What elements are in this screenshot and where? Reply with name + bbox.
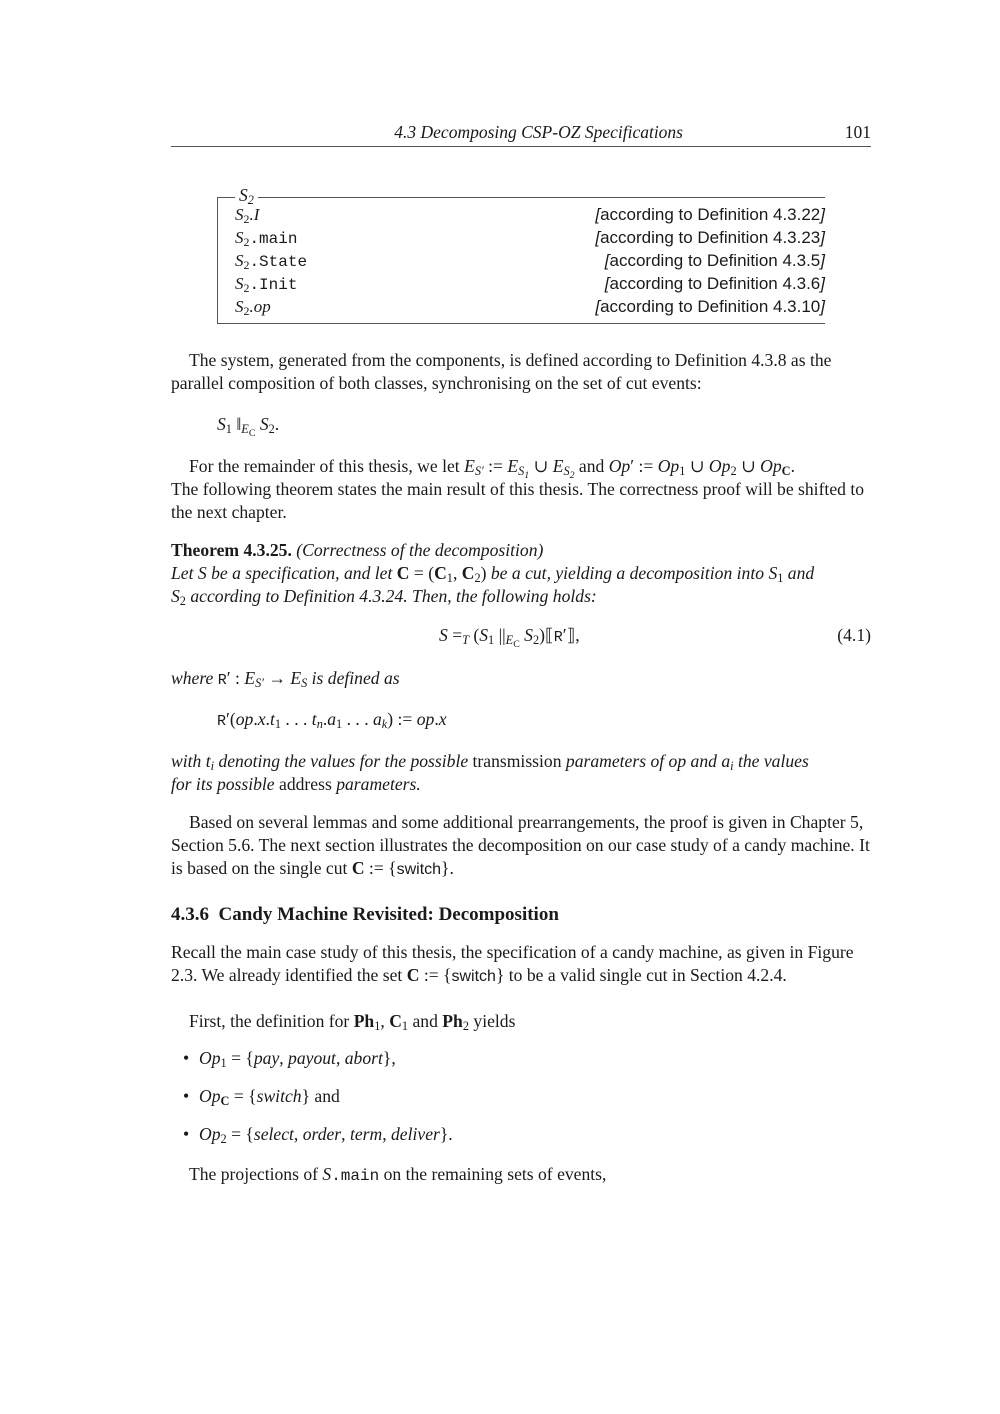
schema-row-rhs: [according to Definition 4.3.5]	[604, 251, 825, 270]
paragraph-recall-a: Recall the main case study of this thesis, the specification of a candy machine, as given in Figure 2.3. We already identified the set	[171, 942, 854, 985]
formula-definitions: $E_{S'}$ := $E_{S_1}$ ∪ $E_{S_2}$ and Op′ := $Op_1$ ∪ $Op_2$ ∪ $Op_C$.	[464, 456, 795, 481]
list-item: • $Op_1 = \{pay$, payout, abort},	[183, 1048, 396, 1070]
schema-row-rhs: [according to Definition 4.3.6]	[604, 274, 825, 293]
schema-row	[235, 297, 825, 319]
paragraph-recall: Recall the main case study of this thesis, the specification of a candy machine, as given in Figure 2.3. We already identified the set C := {switch} to be a valid single cut in Section 4.2.4.	[171, 942, 854, 985]
paragraph-projections: The projections of S.main on the remaining sets of events,	[189, 1164, 607, 1185]
theorem-4-3-25: Theorem 4.3.25. (Correctness of the decomposition) Let S be a specification, and let $C = (C_1$, $C_2$) be a cut, yielding a decomposition into $S_1$ and $S_2$ according to Definition 4.3.24. Then, the following holds:	[171, 540, 815, 608]
schema-row-rhs: [according to Definition 4.3.10]	[595, 297, 825, 316]
schema-top-rule	[217, 197, 825, 198]
with-text-for: for its possible	[171, 774, 275, 794]
theorem-where-line: where R′ : $E_{S'} \to E_S$ is defined as	[171, 668, 400, 690]
section-number: 4.3.6	[171, 904, 209, 925]
schema-name: $S_2$	[235, 185, 258, 206]
schema-row-lhs: $S_2.main$	[235, 228, 298, 249]
where-rest: is defined as	[311, 668, 400, 688]
schema-row	[235, 274, 825, 296]
word-transmission: transmission	[472, 751, 562, 771]
schema-left-rule	[217, 197, 218, 323]
list-item: • $Op_2$ = {select, order, term, deliver}.	[183, 1124, 453, 1146]
paragraph-first-end: yields	[473, 1011, 516, 1031]
paragraph-system: The system, generated from the components, is defined according to Definition 4.3.8 as the parallel composition of both classes, synchronising on the set of cut events:	[171, 350, 832, 393]
section-heading	[171, 904, 559, 926]
with-text-b: parameters of op and	[565, 751, 717, 771]
paragraph-first-text: First, the definition for	[189, 1011, 350, 1031]
page-number: 101	[844, 122, 871, 142]
schema-row-lhs: $S_2.State$	[235, 251, 308, 272]
paragraph-projections-a: The projections of	[189, 1164, 318, 1184]
where-word: where	[171, 668, 214, 688]
theorem-line1: Let S be a specification, and let	[171, 563, 393, 583]
schema-row	[235, 205, 825, 227]
paragraph-recall-b: to be a valid single cut in Section 4.2.4.	[508, 965, 787, 985]
theorem-line2: according to Definition 4.3.24. Then, the following holds:	[190, 586, 597, 606]
paragraph-remainder-rest: The following theorem states the main result of this thesis. The correctness proof will be shifted to the next chapter.	[171, 479, 865, 522]
formula-parallel-composition: $S_1$ $‖_{E_C}$ $S_2$.	[217, 414, 280, 439]
theorem-line1b: be a cut, yielding a decomposition into	[490, 563, 765, 583]
schema-row-rhs: [according to Definition 4.3.23]	[595, 228, 825, 247]
list-item: • $Op_C$ = {switch} and	[183, 1086, 340, 1108]
schema-row-lhs: $S_2.Init$	[235, 274, 298, 295]
theorem-title: (Correctness of the decomposition)	[296, 540, 544, 560]
schema-bottom-rule	[217, 323, 825, 324]
schema-row-lhs: $S_2.I$	[235, 205, 260, 226]
running-header	[171, 118, 871, 147]
header-title: 4.3 Decomposing CSP-OZ Specifications	[394, 122, 683, 142]
paragraph-proof: Based on several lemmas and some additional prearrangements, the proof is given in Chapter 5, Section 5.6. The next section illustrates the decomposition on our case study of a candy machine. It is based on the single cut C := {switch}.	[171, 812, 870, 878]
equation-number: (4.1)	[837, 625, 871, 645]
schema-row	[235, 228, 825, 250]
with-text-a: denoting the values for the possible	[218, 751, 469, 771]
paragraph-remainder-lead: For the remainder of this thesis, we let	[189, 456, 460, 476]
word-address: address	[279, 774, 332, 794]
paper-page	[171, 0, 871, 1414]
schema-row	[235, 251, 825, 273]
schema-row-lhs: $S_2.op$	[235, 297, 271, 318]
section-title: Candy Machine Revisited: Decomposition	[218, 904, 559, 925]
schema-box-s2	[217, 185, 825, 323]
paragraph-first: First, the definition for $Ph_1$, $C_1$ and $Ph_2$ yields	[189, 1011, 516, 1033]
equation-4-1: $S =_T$ ($S_1$ $||_{E_C}$ $S_2)⟦R'⟧$,	[439, 625, 580, 650]
formula-r-prime: $R'(op.x.t_1$ . . . $t_n.a_1$ . . . $a_k$) := op.x	[217, 709, 447, 731]
paragraph-first-and: and	[412, 1011, 438, 1031]
paragraph-remainder	[171, 455, 871, 524]
schema-row-rhs: [according to Definition 4.3.22]	[595, 205, 825, 224]
paragraph-proof-text: Based on several lemmas and some additional prearrangements, the proof is given in Chapter 5, Section 5.6. The next section illustrates the decomposition on our case study of a candy machine. It is based on the single cut	[171, 812, 870, 878]
with-text-c: the values	[737, 751, 809, 771]
paragraph-projections-b: on the remaining sets of events,	[383, 1164, 607, 1184]
theorem-with-paragraph: with $t_i$ denoting the values for the possible transmission parameters of op and $a_i$ the values for its possible address parameters.	[171, 751, 809, 794]
word-parameters: parameters.	[336, 774, 421, 794]
with-word: with	[171, 751, 202, 771]
formula-cut: $C = (C_1$, $C_2$)	[396, 563, 487, 585]
theorem-label: Theorem 4.3.25.	[171, 540, 292, 560]
